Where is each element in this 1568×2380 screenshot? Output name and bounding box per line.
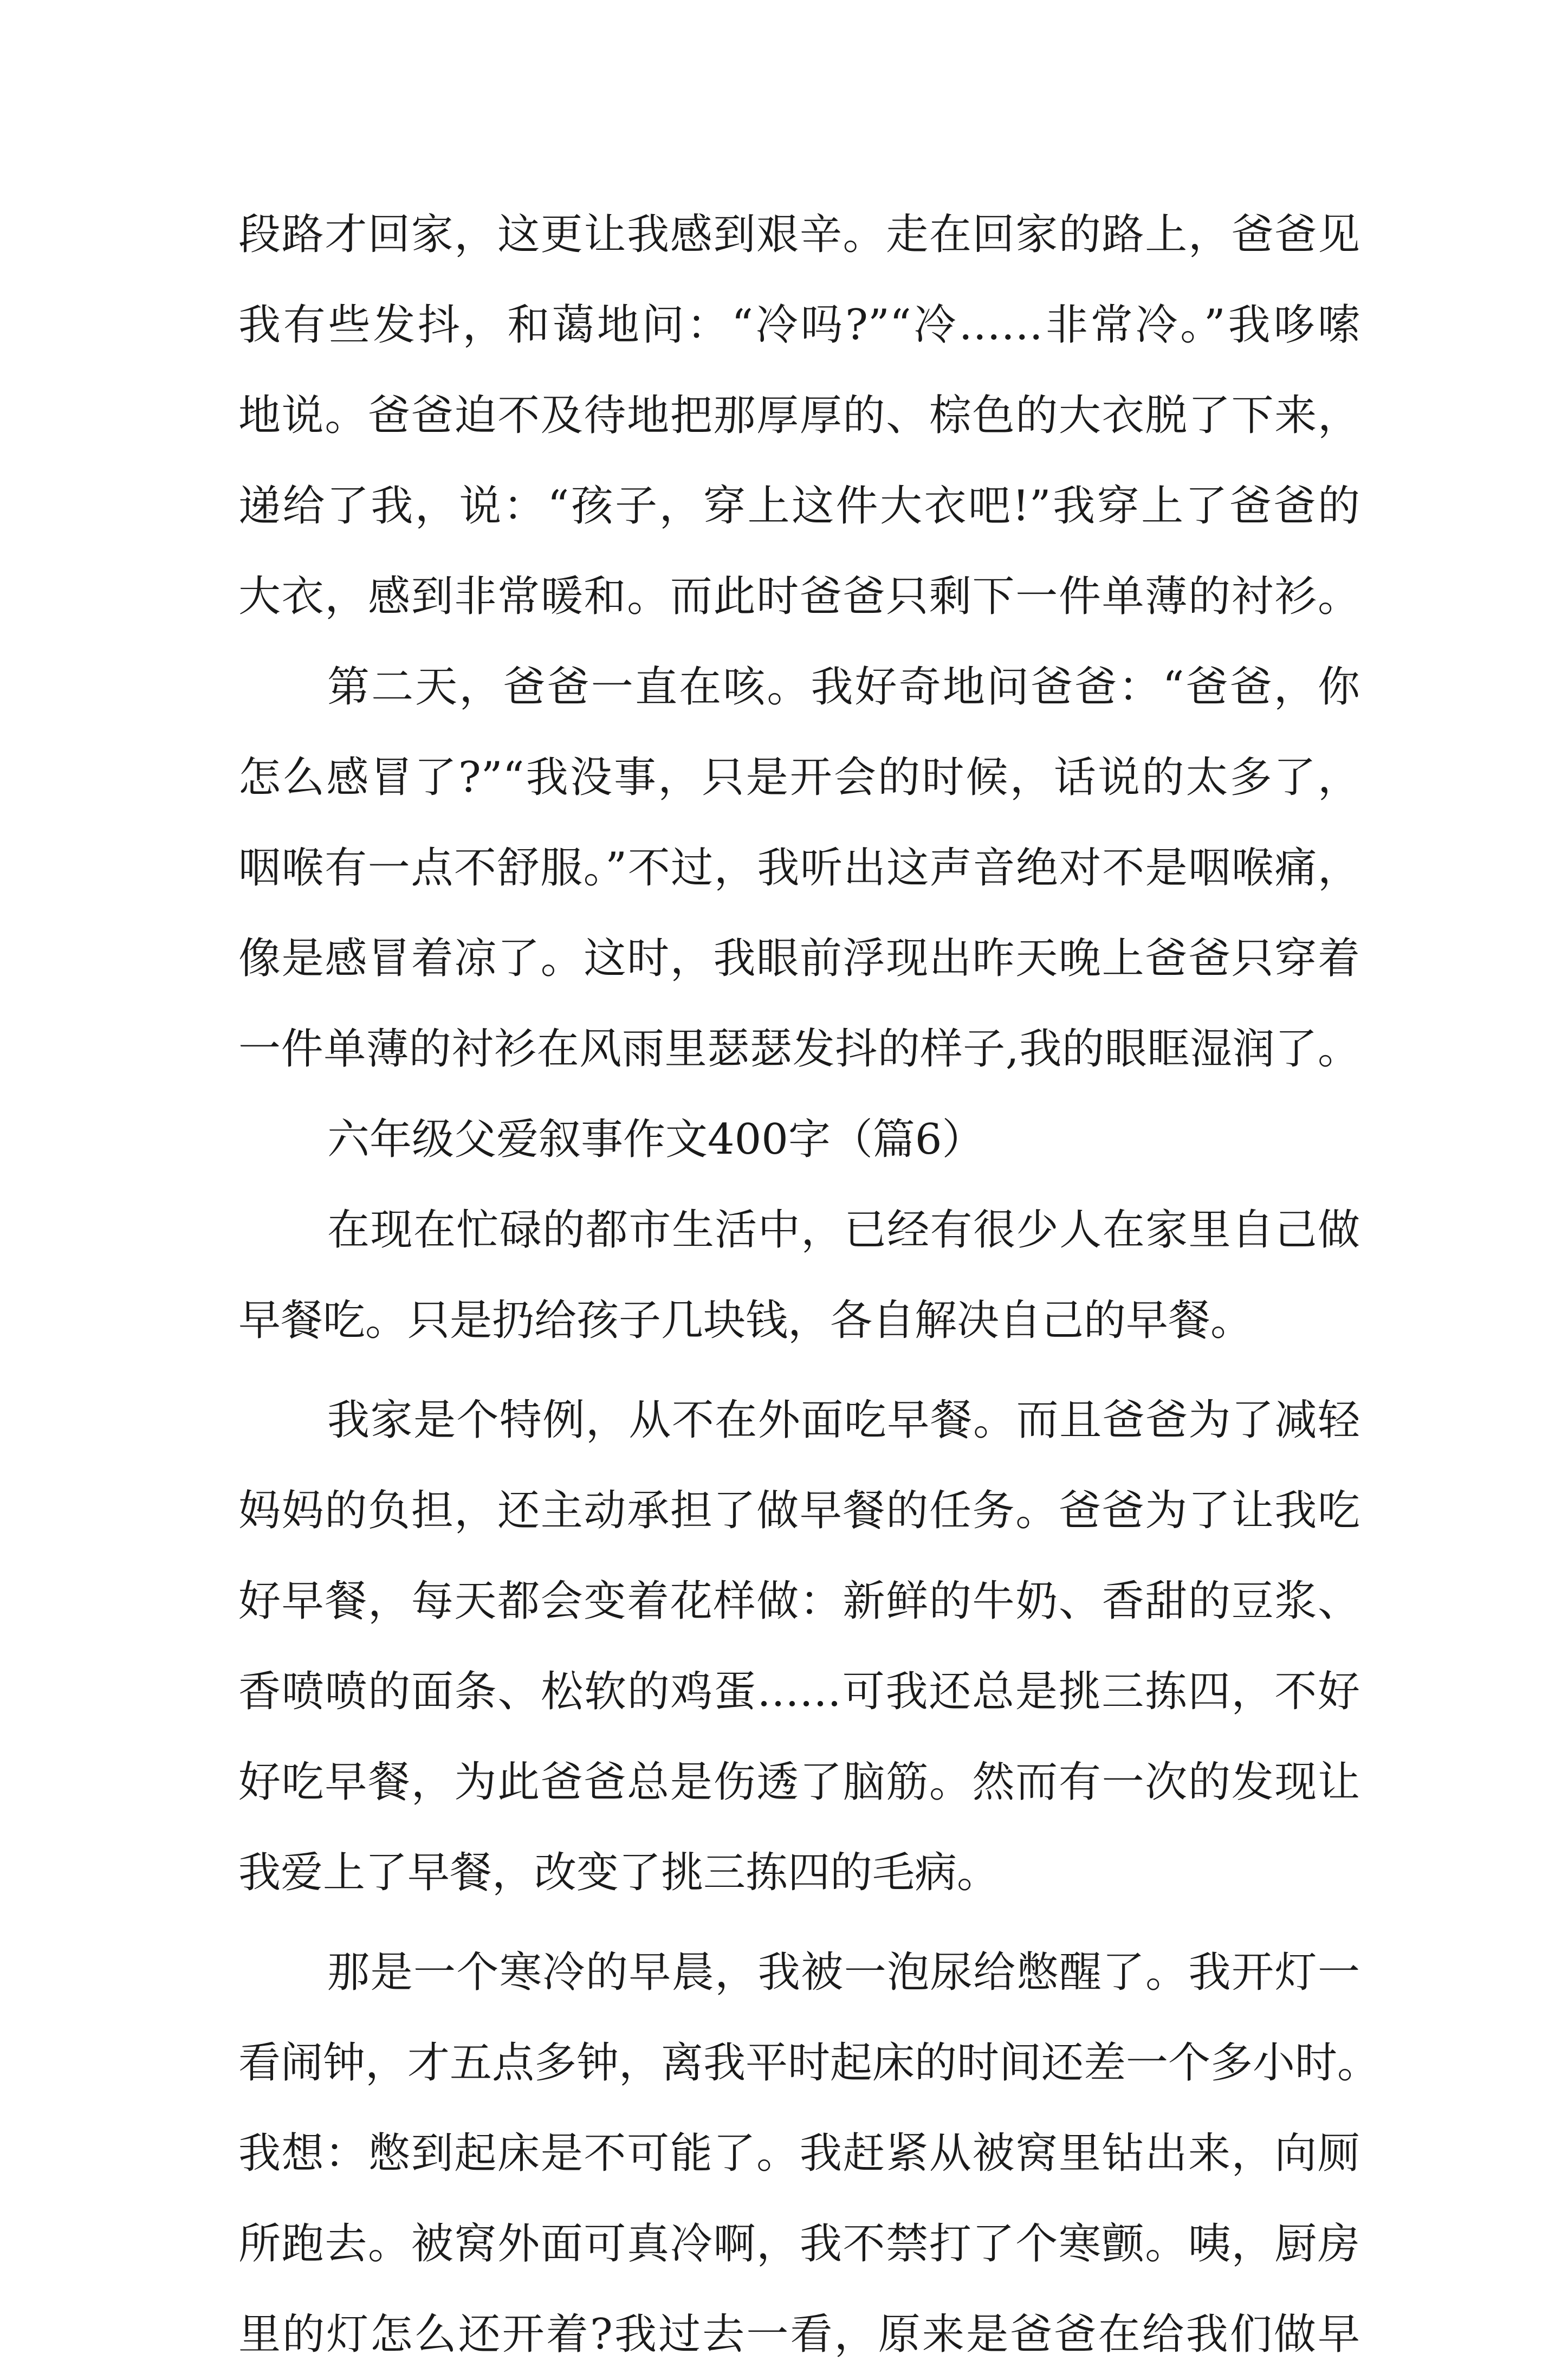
paragraph-start-line: 我家是个特例，从不在外面吃早餐。而且爸爸为了减轻: [327, 1396, 1360, 1445]
text-line: 段路才回家，这更让我感到艰辛。走在回家的路上，爸爸见: [238, 210, 1360, 259]
text-line: 像是感冒着凉了。这时，我眼前浮现出昨天晚上爸爸只穿着: [238, 934, 1360, 983]
text-line: 所跑去。被窝外面可真冷啊，我不禁打了个寒颤。咦，厨房: [238, 2220, 1360, 2268]
paragraph-gap: [238, 1918, 1360, 1928]
text-line: 早餐吃。只是扔给孩子几块钱，各自解决自己的早餐。: [238, 1296, 1253, 1345]
text-line: 好早餐，每天都会变着花样做：新鲜的牛奶、香甜的豆浆、: [238, 1577, 1360, 1626]
paragraph-start-line: 在现在忙碌的都市生活中，已经有很少人在家里自己做: [327, 1206, 1360, 1254]
text-line: 好吃早餐，为此爸爸总是伤透了脑筋。然而有一次的发现让: [238, 1758, 1360, 1807]
text-line: 大衣，感到非常暖和。而此时爸爸只剩下一件单薄的衬衫。: [238, 572, 1360, 621]
section-heading: 六年级父爱叙事作文400字（篇6）: [327, 1115, 984, 1164]
text-line: 咽喉有一点不舒服。”不过，我听出这声音绝对不是咽喉痛，: [238, 844, 1360, 892]
paragraph-start-line: 那是一个寒冷的早晨，我被一泡尿给憋醒了。我开灯一: [327, 1948, 1360, 1997]
text-line: 看闹钟，才五点多钟，离我平时起床的时间还差一个多小时。: [238, 2039, 1380, 2087]
paragraph-start-line: 第二天，爸爸一直在咳。我好奇地问爸爸：“爸爸，你: [327, 663, 1360, 712]
text-line: 香喷喷的面条、松软的鸡蛋……可我还总是挑三拣四，不好: [238, 1667, 1360, 1716]
text-line: 我爱上了早餐，改变了挑三拣四的毛病。: [238, 1848, 1000, 1897]
text-line: 怎么感冒了?”“我没事，只是开会的时候，话说的太多了，: [238, 753, 1360, 802]
document-body: [238, 190, 1380, 2380]
paragraph-gap: [238, 1366, 1360, 1375]
text-line: 我有些发抖，和蔼地问：“冷吗?”“冷……非常冷。”我哆嗦: [238, 301, 1360, 350]
text-line: 我想：憋到起床是不可能了。我赶紧从被窝里钻出来，向厕: [238, 2129, 1360, 2178]
text-line: 一件单薄的衬衫在风雨里瑟瑟发抖的样子,我的眼眶湿润了。: [238, 1025, 1360, 1073]
text-line: 递给了我，说：“孩子，穿上这件大衣吧!”我穿上了爸爸的: [238, 482, 1360, 531]
text-line: 妈妈的负担，还主动承担了做早餐的任务。爸爸为了让我吃: [238, 1486, 1360, 1535]
text-line: 地说。爸爸迫不及待地把那厚厚的、棕色的大衣脱了下来，: [238, 391, 1360, 440]
text-line: 里的灯怎么还开着?我过去一看，原来是爸爸在给我们做早: [238, 2310, 1360, 2359]
